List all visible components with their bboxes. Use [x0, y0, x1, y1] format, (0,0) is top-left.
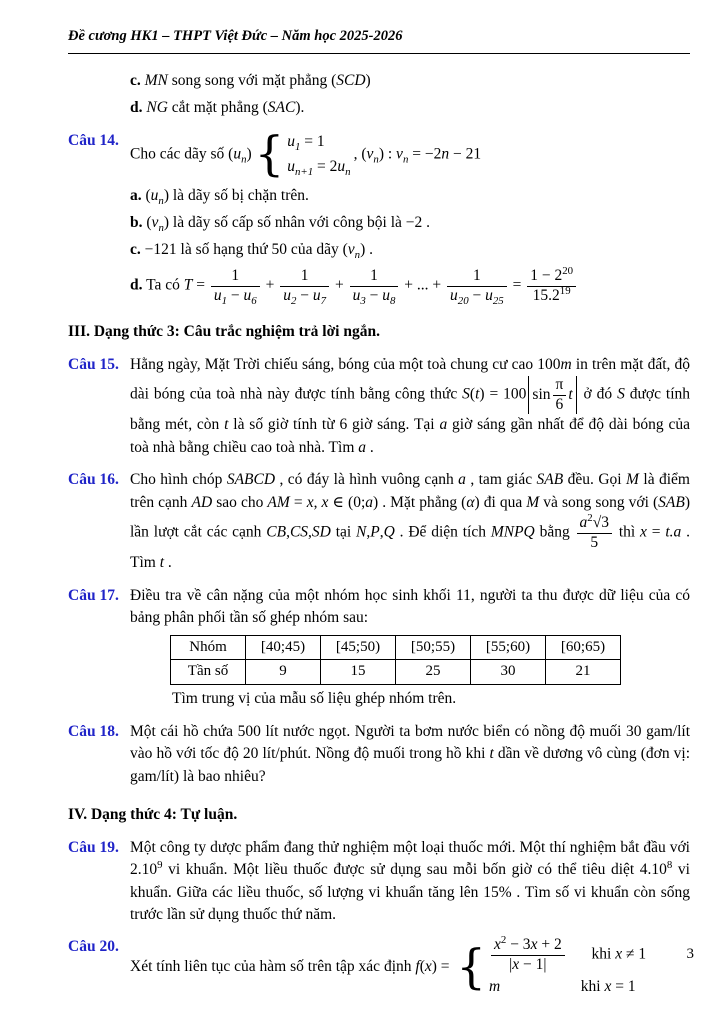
math-variable: a — [358, 438, 367, 456]
fraction — [447, 267, 507, 305]
subscript: 25 — [492, 294, 504, 307]
text-run: , tam giác — [465, 471, 537, 489]
math-variable: MN — [144, 72, 168, 90]
absolute-value — [528, 376, 576, 414]
sub-item — [130, 264, 690, 307]
text-run: in trên mặt đất, độ dài bóng của toà nhà này được tính bằng công thức — [130, 355, 690, 403]
table-row — [171, 635, 621, 660]
fraction-denominator — [211, 286, 260, 306]
text-run: + 2 — [537, 936, 562, 954]
math-variable: SCD — [336, 72, 366, 90]
fraction-numerator: 1 — [370, 266, 378, 284]
subscript: n — [345, 165, 351, 178]
cases-group — [254, 126, 351, 181]
text-run: Cho các dãy số ( — [130, 145, 234, 163]
text-run: −121 là số hạng thứ 50 của dãy ( — [140, 241, 348, 259]
question — [68, 936, 690, 999]
math-variable: u — [337, 157, 346, 175]
math-variable: x — [640, 523, 647, 541]
math-variable: u — [213, 286, 222, 304]
math-variable: v — [347, 241, 355, 259]
text-run: tại — [330, 523, 357, 541]
text-run: ) = — [431, 958, 454, 976]
table-cell: [45;50) — [321, 635, 396, 660]
math-variable: x — [424, 958, 432, 976]
text-run: đều. Gọi — [563, 471, 627, 489]
text-run: , có đáy là hình vuông cạnh — [275, 471, 459, 489]
table-cell: [40;45) — [246, 635, 321, 660]
math-variable: x — [512, 956, 520, 974]
text-run: + — [331, 276, 348, 294]
fraction-denominator — [527, 286, 576, 306]
subscript: n — [241, 153, 247, 166]
text-run: là số giờ tính từ 6 giờ sáng. Tại — [228, 416, 440, 434]
math-variable: N — [356, 523, 367, 541]
fraction-numerator — [491, 936, 565, 955]
text-run: được tính bằng mét, còn — [130, 385, 691, 434]
fraction-numerator: 1 — [472, 266, 481, 284]
sub-item — [172, 688, 690, 710]
math-variable: u — [312, 286, 321, 304]
text-run: ) . — [360, 241, 373, 259]
math-variable: a — [439, 416, 448, 434]
text-run: ) = 100 — [479, 385, 527, 403]
text-run: Ta có — [142, 276, 184, 294]
text-run: sao cho — [212, 493, 268, 511]
text-run: Tìm trung vị của mẫu số liệu ghép nhóm trên. — [172, 690, 457, 708]
bold-text: a. — [130, 186, 142, 204]
math-variable: Q — [383, 523, 395, 541]
text-run: , — [308, 523, 312, 541]
text-run: , — [313, 493, 322, 511]
fraction-numerator — [527, 264, 576, 286]
document-body — [68, 70, 690, 999]
math-variable: u — [450, 286, 458, 304]
math-variable: a — [458, 471, 466, 489]
text-run: Điều tra về cân nặng của một nhóm học sinh khối 11, người ta thu được dữ liệu của có bảng phân phối tần số ghép nhóm sau: — [130, 586, 690, 627]
cases-line — [489, 975, 646, 1000]
question-label: Câu 15. — [68, 355, 119, 373]
table-cell: [50;55) — [396, 635, 471, 660]
bold-text: c. — [130, 72, 141, 90]
table-cell: Tần số — [171, 660, 246, 685]
text-run: là điểm trên cạnh — [130, 471, 690, 511]
fraction — [280, 267, 329, 305]
text-run: , — [366, 523, 371, 541]
cases-lines — [287, 130, 350, 180]
math-variable: v — [366, 145, 374, 163]
question-text — [130, 469, 690, 575]
bold-text: d. — [130, 276, 143, 294]
cases-line — [287, 155, 350, 180]
text-run: ) . Mặt phẳng ( — [373, 493, 467, 511]
text-run: song song với mặt phẳng ( — [167, 72, 337, 90]
fraction-numerator: 1 — [231, 266, 240, 284]
text-run: ( — [419, 958, 425, 976]
text-run: ở đó — [578, 385, 618, 403]
table-cell: 30 — [471, 660, 546, 685]
question-label: Câu 17. — [68, 586, 119, 604]
text-run: cắt mặt phẳng ( — [167, 99, 268, 117]
text-run: ) — [365, 72, 371, 90]
text-run: . — [164, 554, 172, 572]
question — [68, 469, 690, 575]
math-variable: m — [489, 977, 501, 995]
fraction-denominator: 5 — [577, 533, 612, 553]
table-cell: 25 — [396, 660, 471, 685]
fraction — [350, 267, 399, 305]
question-text — [130, 354, 690, 460]
text-run: − 21 — [449, 145, 482, 163]
left-brace-icon: { — [456, 940, 486, 995]
fraction-denominator: 6 — [553, 395, 567, 415]
subscript: n — [373, 153, 379, 166]
text-run: Xét tính liên tục của hàm số trên tập xác định — [130, 958, 416, 976]
sub-item — [130, 239, 690, 261]
text-run: − — [365, 286, 383, 304]
math-variable: t — [489, 745, 494, 763]
table-cell: [55;60) — [471, 635, 546, 660]
text-run: + ... + — [400, 276, 446, 294]
fraction — [553, 376, 567, 414]
math-variable: u — [233, 145, 242, 163]
subscript: 8 — [389, 294, 396, 307]
superscript: 9 — [157, 858, 163, 871]
text-run: − — [296, 286, 313, 304]
text-run: thì — [613, 523, 641, 541]
table-cell: 21 — [546, 660, 621, 685]
math-variable: P — [370, 523, 380, 541]
table-cell: Nhóm — [171, 635, 246, 660]
math-variable: x — [530, 936, 538, 954]
subscript: n — [158, 222, 164, 235]
fraction — [211, 267, 260, 305]
math-variable: n — [441, 145, 450, 163]
text-run: + — [261, 276, 279, 294]
math-variable: x — [604, 977, 612, 995]
text-run: . — [366, 438, 374, 456]
math-variable: m — [560, 355, 572, 373]
question-label: Câu 20. — [68, 938, 119, 956]
subscript: 1 — [295, 141, 301, 154]
math-variable: CS — [289, 523, 309, 541]
superscript: 2 — [500, 934, 507, 947]
fraction-numerator: 1 — [300, 266, 309, 284]
text-run: 15.2 — [532, 286, 560, 304]
text-run: . Tìm — [130, 523, 690, 572]
text-run: ≠ 1 — [622, 946, 647, 964]
section-heading: IV. Dạng thức 4: Tự luận. — [68, 806, 238, 824]
page-number: 3 — [686, 946, 694, 963]
math-variable: x — [306, 493, 314, 511]
math-variable: M — [526, 493, 540, 511]
sub-item — [130, 185, 690, 207]
subscript: n — [354, 249, 361, 262]
math-variable: NG — [146, 99, 168, 117]
text-run: giờ sáng gần nhất để độ dài bóng của toà nhà bằng chiều cao toà nhà. Tìm — [130, 416, 690, 456]
math-variable: SAC — [267, 99, 296, 117]
text-run: ) — [246, 145, 252, 163]
text-run: ( — [469, 385, 476, 403]
math-variable: SD — [311, 523, 331, 541]
text-run: √3 — [592, 514, 609, 532]
math-variable: S — [617, 385, 625, 403]
fraction-denominator — [350, 286, 399, 306]
text-run: Một cái hồ chứa 500 lít nước ngọt. Người ta bơm nước biển có nồng độ muối 30 gam/lít vào hồ với tốc độ 20 lít/phút. Nồng độ muối trong hồ khi — [130, 722, 690, 763]
math-variable: S — [462, 385, 470, 403]
math-variable: α — [466, 493, 475, 511]
subscript: 20 — [457, 294, 469, 307]
cases-group — [456, 936, 646, 999]
question — [68, 354, 690, 460]
subscript: n — [402, 153, 409, 166]
math-variable: SABCD — [226, 471, 276, 489]
text-run: và song song với ( — [539, 493, 659, 511]
text-run: Một công ty dược phẩm đang thử nghiệm một loại thuốc mới. Một thí nghiệm bắt đầu với 2.10 — [130, 838, 690, 879]
question — [68, 721, 690, 788]
superscript: 20 — [562, 264, 574, 277]
superscript: 19 — [559, 284, 571, 297]
text-run: sin — [532, 385, 551, 403]
table-cell: 9 — [246, 660, 321, 685]
subscript: 3 — [360, 294, 366, 307]
fraction — [491, 936, 565, 974]
math-variable: v — [151, 214, 159, 232]
subscript: 2 — [290, 294, 297, 307]
math-variable: u — [382, 286, 390, 304]
math-variable: u — [352, 286, 361, 304]
fraction-numerator: π — [555, 376, 564, 394]
math-variable: CB — [266, 523, 287, 541]
text-run: = 1 — [300, 132, 325, 150]
math-variable: M — [626, 471, 639, 489]
text-run: = — [508, 276, 526, 294]
text-run: khi — [580, 977, 605, 995]
text-run: , ( — [353, 145, 367, 163]
math-variable: a — [365, 493, 374, 511]
math-variable: AM — [267, 493, 290, 511]
subscript: n — [158, 194, 164, 207]
cases-lines — [489, 936, 646, 999]
question-label: Câu 18. — [68, 722, 119, 740]
cases-line — [489, 936, 646, 974]
math-variable: v — [396, 145, 403, 163]
text-run: , — [379, 523, 384, 541]
math-variable: T — [183, 276, 193, 294]
superscript: 8 — [666, 858, 673, 871]
bold-text: c. — [130, 241, 141, 259]
text-run: ( — [141, 186, 151, 204]
text-run: . Để diện tích — [394, 523, 491, 541]
text-run: khi — [591, 946, 616, 964]
text-run: = 2 — [313, 157, 338, 175]
table-row — [171, 660, 621, 685]
page-header: Đề cương HK1 – THPT Việt Đức – Năm học 2025-2026 — [68, 26, 690, 54]
text-run: ∈ (0; — [328, 493, 366, 511]
question-text — [130, 721, 690, 788]
text-run: vi khuẩn. Một liều thuốc được sử dụng sau mỗi bốn giờ có thể tiêu diệt 4.10 — [162, 861, 667, 879]
math-variable: SAB — [658, 493, 685, 511]
text-run: ) là dãy số cấp số nhân với công bội là −2 . — [163, 214, 431, 232]
bold-text: d. — [130, 99, 143, 117]
text-run: − 3 — [506, 936, 531, 954]
fraction-denominator — [491, 955, 565, 975]
text-run: = — [646, 523, 666, 541]
text-run: = — [192, 276, 209, 294]
frequency-table — [170, 635, 621, 686]
text-run: dần về dương vô cùng (đơn vị: gam/lít) là bao nhiêu? — [130, 745, 690, 785]
question — [68, 126, 690, 181]
subscript: 6 — [251, 294, 257, 307]
text-run: Hằng ngày, Mặt Trời chiếu sáng, bóng của một toà chung cư cao 100 — [130, 355, 561, 373]
text-run: | — [509, 956, 513, 974]
math-variable: t — [224, 416, 229, 434]
math-variable: t — [159, 554, 165, 572]
question-text — [130, 126, 690, 181]
math-variable: MNPQ — [490, 523, 535, 541]
math-variable: u — [283, 286, 291, 304]
question-text — [130, 585, 690, 630]
question — [68, 585, 690, 630]
text-run: , — [286, 523, 290, 541]
text-run: bằng — [534, 523, 575, 541]
text-run: − 1| — [519, 956, 547, 974]
math-variable: t — [475, 385, 480, 403]
math-variable: SAB — [536, 471, 564, 489]
math-variable: u — [150, 186, 159, 204]
text-run: Cho hình chóp — [130, 471, 227, 489]
math-variable: u — [287, 157, 295, 175]
fraction-numerator — [577, 511, 612, 533]
fraction — [527, 264, 576, 305]
sub-item — [130, 97, 690, 119]
fraction — [577, 511, 612, 552]
text-run: = 1 — [611, 977, 636, 995]
text-run: ( — [142, 214, 152, 232]
question-text — [130, 837, 690, 927]
math-variable: x — [494, 936, 501, 954]
question-label: Câu 16. — [68, 471, 119, 489]
text-run: ) lần lượt cắt các cạnh — [130, 493, 691, 541]
text-run: = −2 — [408, 145, 442, 163]
text-run: = — [289, 493, 307, 511]
text-run: − — [468, 286, 486, 304]
text-run: vi khuẩn. Giữa các liều thuốc, số lượng vi khuẩn tăng lên 15% . Tìm số vi khuẩn còn sống trước lần sử dụng thuốc thứ năm. — [130, 861, 690, 923]
question-text — [130, 936, 690, 999]
math-variable: u — [485, 286, 493, 304]
math-variable: x — [321, 493, 329, 511]
question — [68, 837, 690, 927]
subscript: 7 — [320, 294, 327, 307]
text-run: 1 − 2 — [530, 266, 563, 284]
sub-item — [130, 212, 690, 234]
subscript: 1 — [221, 294, 228, 307]
math-variable: t — [568, 385, 573, 403]
subscript: n+1 — [295, 165, 314, 178]
superscript: 2 — [587, 511, 593, 524]
section-heading: III. Dạng thức 3: Câu trắc nghiệm trả lời ngắn. — [68, 323, 380, 341]
math-variable: t.a — [665, 523, 682, 541]
text-run: ) đi qua — [474, 493, 527, 511]
math-variable: AD — [191, 493, 213, 511]
table-cell: 15 — [321, 660, 396, 685]
sub-item — [130, 70, 690, 92]
text-run: ). — [295, 99, 305, 117]
text-run: − — [227, 286, 244, 304]
math-variable: u — [243, 286, 252, 304]
question-label: Câu 19. — [68, 838, 119, 856]
fraction-denominator — [447, 286, 507, 306]
fraction-denominator — [280, 286, 329, 306]
left-brace-icon: { — [254, 126, 285, 181]
text-run: ) : — [378, 145, 397, 163]
math-variable: f — [415, 958, 420, 976]
question-label: Câu 14. — [68, 131, 119, 149]
math-variable: u — [287, 132, 295, 150]
bold-text: b. — [130, 214, 143, 232]
math-variable: a — [579, 514, 588, 532]
cases-line — [287, 130, 350, 155]
text-run: ) là dãy số bị chặn trên. — [163, 186, 309, 204]
table-cell: [60;65) — [546, 635, 621, 660]
math-variable: x — [615, 946, 623, 964]
